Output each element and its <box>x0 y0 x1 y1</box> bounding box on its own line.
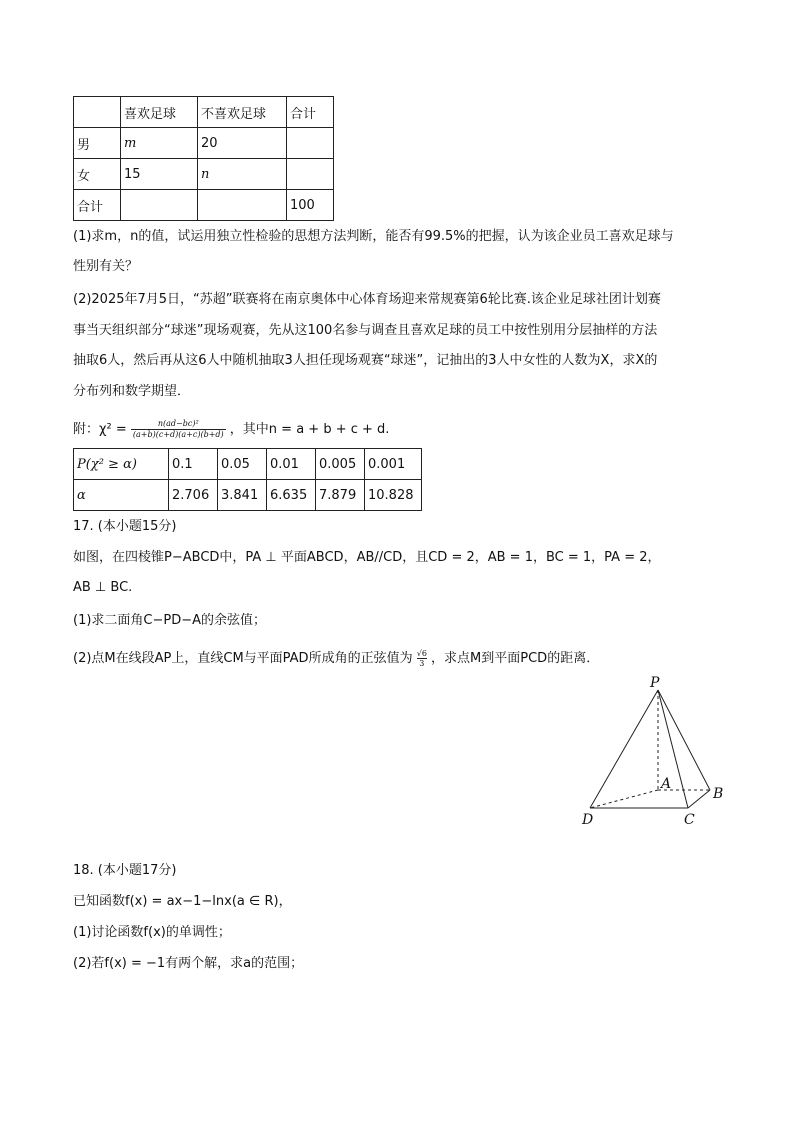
table2-cell: α <box>74 480 169 511</box>
q17-part2 <box>73 646 599 672</box>
table2-cell: 3.841 <box>218 480 267 511</box>
formula-numerator: n(ad−bc)² <box>131 419 226 430</box>
chi-square-fraction <box>131 419 226 440</box>
q17-heading: 17. (本小题15分) <box>73 519 177 534</box>
q16-part1-line1: (1)求m，n的值，试运用独立性检验的思想方法判断，能否有99.5%的把握，认为该企业员工喜欢足球与 <box>73 229 674 244</box>
table2-cell: 2.706 <box>169 480 218 511</box>
edge-PD <box>590 690 658 808</box>
table1-header-cell: 喜欢足球 <box>121 97 198 128</box>
table1-cell <box>287 128 334 159</box>
table2-cell: 10.828 <box>365 480 422 511</box>
q16-part2-line3: 抽取6人，然后再从这6人中随机抽取3人担任现场观赛“球迷”，记抽出的3人中女性的人数为X，求X的 <box>73 353 658 368</box>
appendix-suffix: ，其中n = a + b + c + d. <box>229 422 390 437</box>
edge-AD-hidden <box>590 790 658 808</box>
table1-cell: 男 <box>74 128 121 159</box>
table1-cell <box>198 190 287 221</box>
table1-cell: n <box>198 159 287 190</box>
contingency-table <box>73 96 334 221</box>
table1-cell: 20 <box>198 128 287 159</box>
q17-part1: (1)求二面角C−PD−A的余弦值； <box>73 613 267 628</box>
chi-square-formula <box>73 417 389 443</box>
table2-cell: 0.01 <box>267 449 316 480</box>
table1-header-cell: 合计 <box>287 97 334 128</box>
table2-cell: 0.1 <box>169 449 218 480</box>
table2-cell: 0.001 <box>365 449 422 480</box>
appendix-prefix: 附：χ² = <box>73 422 127 437</box>
q16-part1-line2: 性别有关？ <box>73 259 139 274</box>
table1-header-cell <box>74 97 121 128</box>
table2-cell: 7.879 <box>316 480 365 511</box>
sine-fraction-numerator: √6 <box>416 649 427 658</box>
q18-stem: 已知函数f(x) = ax−1−lnx(a ∈ R)， <box>73 894 292 909</box>
q18-part2: (2)若f(x) = −1有两个解，求a的范围； <box>73 956 304 971</box>
table1-cell: 女 <box>74 159 121 190</box>
q16-part2-line2: 事当天组织部分“球迷”现场观赛，先从这100名参与调查且喜欢足球的员工中按性别用分层抽样的方法 <box>73 323 658 338</box>
table1-header-cell: 不喜欢足球 <box>198 97 287 128</box>
q17-part2-suffix: ，求点M到平面PCD的距离． <box>431 651 600 666</box>
q16-part2-line4: 分布列和数学期望． <box>73 384 191 399</box>
formula-denominator: (a+b)(c+d)(a+c)(b+d) <box>132 430 224 439</box>
edge-PB <box>658 690 710 790</box>
q17-part2-prefix: (2)点M在线段AP上，直线CM与平面PAD所成角的正弦值为 <box>73 651 413 666</box>
q16-part2-line1: (2)2025年7月5日，“苏超”联赛将在南京奥体中心体育场迎来常规赛第6轮比赛.该企业足球社团计划赛 <box>73 292 661 307</box>
sine-fraction-denominator: 3 <box>419 659 425 668</box>
label-B: B <box>713 786 724 802</box>
table2-cell: 0.05 <box>218 449 267 480</box>
pyramid-figure <box>570 672 740 832</box>
label-C: C <box>684 812 695 828</box>
table1-cell: 15 <box>121 159 198 190</box>
q17-stem-line2: AB ⊥ BC. <box>73 580 133 595</box>
label-D: D <box>582 812 594 828</box>
table1-cell: 合计 <box>74 190 121 221</box>
table2-cell: 0.005 <box>316 449 365 480</box>
table2-cell: 6.635 <box>267 480 316 511</box>
critical-value-table <box>73 448 422 511</box>
label-A: A <box>661 776 672 792</box>
label-P: P <box>650 675 660 691</box>
table1-cell <box>287 159 334 190</box>
table2-cell: P(χ² ≥ α) <box>74 449 169 480</box>
table1-cell <box>121 190 198 221</box>
q18-part1: (1)讨论函数f(x)的单调性； <box>73 925 231 940</box>
table1-cell: 100 <box>287 190 334 221</box>
q17-stem-line1: 如图，在四棱锥P−ABCD中，PA ⊥ 平面ABCD，AB//CD，且CD = 2，AB = 1，BC = 1，PA = 2， <box>73 550 661 565</box>
table1-cell: m <box>121 128 198 159</box>
sine-fraction <box>417 649 427 668</box>
edge-CB <box>688 790 710 808</box>
q18-heading: 18. (本小题17分) <box>73 863 177 878</box>
